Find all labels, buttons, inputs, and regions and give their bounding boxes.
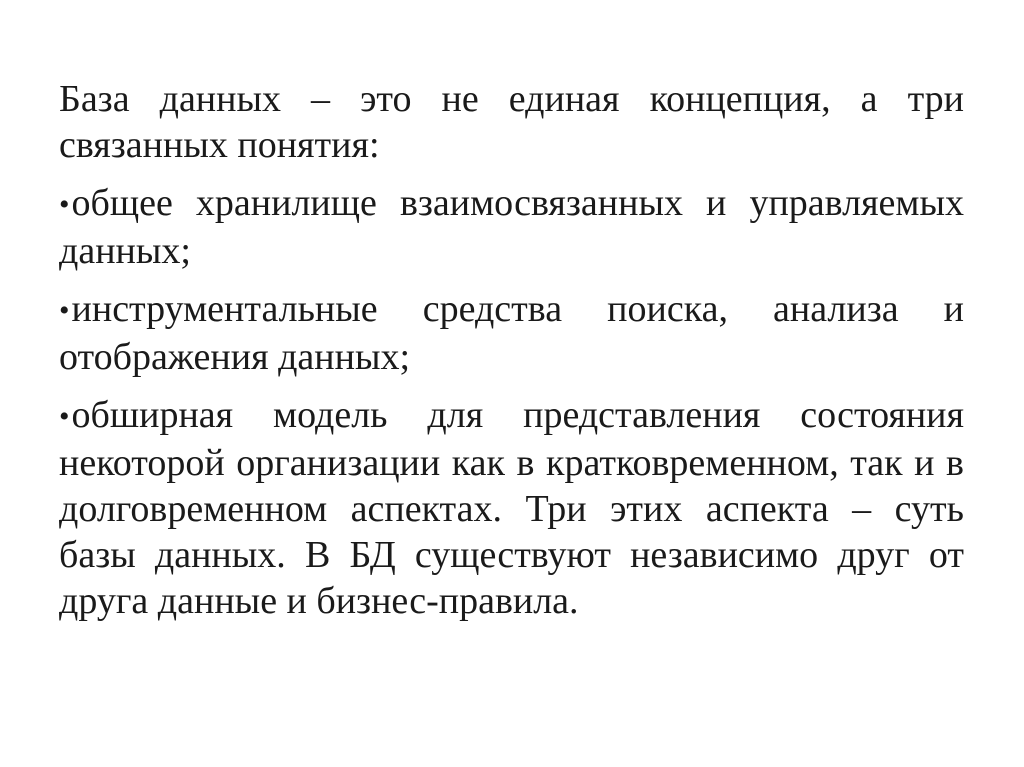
bullet-item: [59, 286, 964, 380]
bullet-text: общее хранилище взаимосвязанных и управляемых данных;: [59, 182, 964, 272]
bullet-item: [59, 180, 964, 274]
bullet-text: обширная модель для представления состояния некоторой организации как в кратковременном, так и в долговременном аспектах. Три этих аспекта – суть базы данных. В БД существуют независимо друг от друга данные и бизнес-правила.: [59, 394, 964, 622]
bullet-text: инструментальные средства поиска, анализа и отображения данных;: [59, 288, 964, 378]
bullet-icon: •: [59, 294, 70, 327]
slide-body: [59, 76, 964, 636]
bullet-item: [59, 392, 964, 624]
bullet-icon: •: [59, 400, 70, 433]
intro-paragraph: База данных – это не единая концепция, а три связанных понятия:: [59, 78, 964, 166]
bullet-icon: •: [59, 188, 70, 221]
